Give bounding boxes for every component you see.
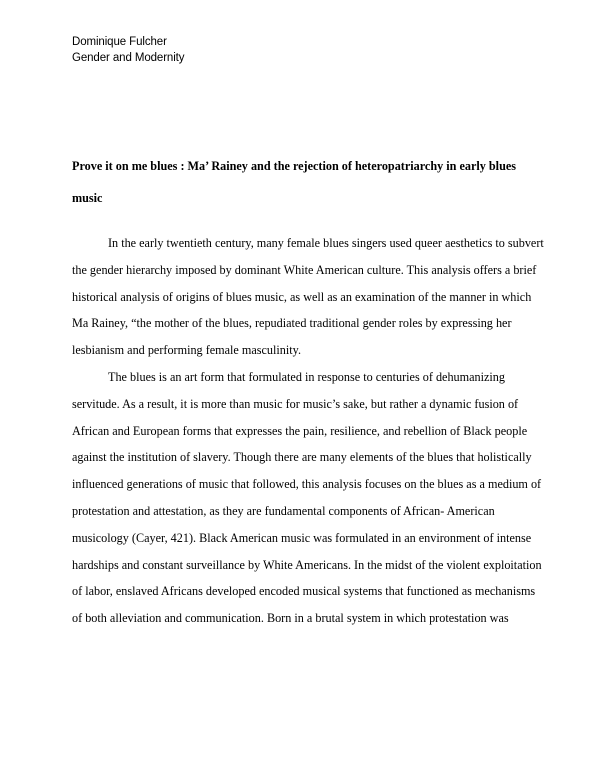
- paragraph: [72, 230, 542, 364]
- paragraph: [72, 364, 542, 632]
- text-line: against the institution of slavery. Though there are many elements of the blues that holistically: [72, 450, 532, 465]
- essay-title: [72, 150, 542, 214]
- essay-title-line: Prove it on me blues : Ma’ Rainey and the rejection of heteropatriarchy in early blues: [72, 159, 516, 173]
- text-line: protestation and attestation, as they are fundamental components of African- American: [72, 503, 495, 518]
- text-line: the gender hierarchy imposed by dominant White American culture. This analysis offers a brief: [72, 262, 537, 277]
- text-line: In the early twentieth century, many female blues singers used queer aesthetics to subvert: [108, 236, 544, 250]
- text-line: African and European forms that expresses the pain, resilience, and rebellion of Black people: [72, 423, 528, 438]
- text-line: influenced generations of music that followed, this analysis focuses on the blues as a medium of: [72, 477, 542, 492]
- essay-title-line: music: [72, 191, 103, 205]
- text-line: musicology (Cayer, 421). Black American music was formulated in an environment of intense: [72, 530, 532, 545]
- text-line: hardships and constant surveillance by White Americans. In the midst of the violent exploitation: [72, 557, 542, 572]
- document-header: [72, 34, 184, 66]
- text-line: historical analysis of origins of blues music, as well as an examination of the manner in which: [72, 289, 532, 304]
- text-line: The blues is an art form that formulated in response to centuries of dehumanizing: [108, 369, 505, 384]
- essay-body: [72, 230, 542, 632]
- course-name: Gender and Modernity: [72, 52, 185, 64]
- text-line: lesbianism and performing female masculinity.: [72, 343, 302, 358]
- text-line: of both alleviation and communication. Born in a brutal system in which protestation was: [72, 611, 509, 626]
- text-line: servitude. As a result, it is more than music for music’s sake, but rather a dynamic fusion of: [72, 396, 519, 411]
- text-line: Ma Rainey, “the mother of the blues, repudiated traditional gender roles by expressing her: [72, 316, 512, 331]
- text-line: of labor, enslaved Africans developed encoded musical systems that functioned as mechanisms: [72, 584, 536, 599]
- author-name: Dominique Fulcher: [72, 36, 167, 48]
